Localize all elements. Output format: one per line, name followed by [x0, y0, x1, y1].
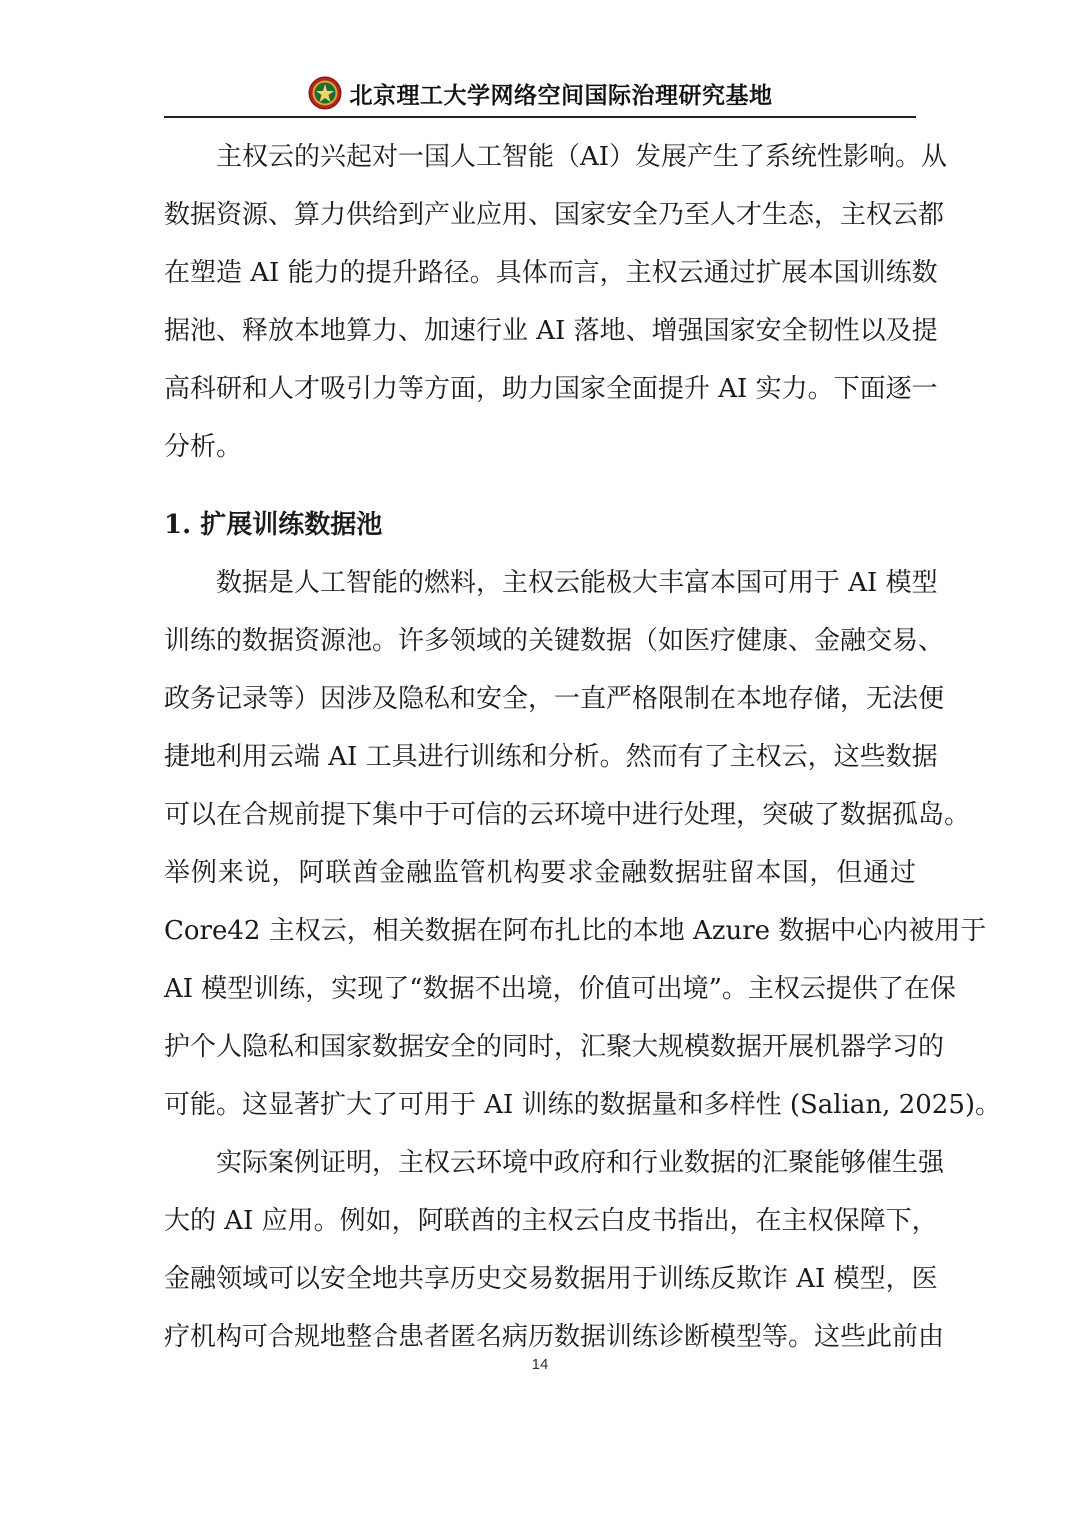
text-line: 疗机构可合规地整合患者匿名病历数据训练诊断模型等。这些此前由: [164, 1322, 945, 1352]
text-line: 分析。: [164, 432, 243, 462]
text-line: 高科研和人才吸引力等方面，助力国家全面提升 AI 实力。下面逐一: [164, 374, 938, 404]
text-line: Core42 主权云，相关数据在阿布扎比的本地 Azure 数据中心内被用于: [164, 916, 987, 946]
text-line: 金融领域可以安全地共享历史交易数据用于训练反欺诈 AI 模型，医: [164, 1264, 938, 1294]
body-paragraph: [164, 554, 1002, 1134]
page-header: [164, 70, 916, 118]
text-line: 据池、释放本地算力、加速行业 AI 落地、增强国家安全韧性以及提: [164, 316, 938, 346]
text-line: 政务记录等）因涉及隐私和安全，一直严格限制在本地存储，无法便: [164, 684, 945, 714]
intro-paragraph: [164, 128, 948, 476]
section-heading: 1. 扩展训练数据池: [164, 510, 383, 540]
text-line: 在塑造 AI 能力的提升路径。具体而言，主权云通过扩展本国训练数: [164, 258, 938, 288]
page-number: 14: [531, 1356, 549, 1373]
text-line: 可以在合规前提下集中于可信的云环境中进行处理，突破了数据孤岛。: [164, 800, 971, 830]
text-line: 大的 AI 应用。例如，阿联酋的主权云白皮书指出，在主权保障下，: [164, 1206, 938, 1236]
text-line: 数据是人工智能的燃料，主权云能极大丰富本国可用于 AI 模型: [216, 568, 938, 598]
body-paragraph: [164, 1134, 945, 1366]
text-line: 护个人隐私和国家数据安全的同时，汇聚大规模数据开展机器学习的: [164, 1032, 945, 1062]
text-line: 实际案例证明，主权云环境中政府和行业数据的汇聚能够催生强: [216, 1148, 945, 1178]
text-line: 可能。这显著扩大了可用于 AI 训练的数据量和多样性 (Salian, 2025)。: [164, 1090, 1002, 1120]
text-line: AI 模型训练，实现了“数据不出境，价值可出境”。主权云提供了在保: [164, 974, 956, 1004]
document-body: [164, 128, 1002, 1366]
text-line: 数据资源、算力供给到产业应用、国家安全乃至人才生态，主权云都: [164, 200, 945, 230]
text-line: 主权云的兴起对一国人工智能（AI）发展产生了系统性影响。从: [216, 142, 948, 172]
text-line: 捷地利用云端 AI 工具进行训练和分析。然而有了主权云，这些数据: [164, 742, 938, 772]
text-line: 举例来说，阿联酋金融监管机构要求金融数据驻留本国，但通过: [164, 858, 916, 888]
institution-seal-icon: [308, 76, 342, 110]
text-line: 训练的数据资源池。许多领域的关键数据（如医疗健康、金融交易、: [164, 626, 945, 656]
header-title: 北京理工大学网络空间国际治理研究基地: [349, 82, 773, 109]
section-body: [164, 554, 1002, 1366]
